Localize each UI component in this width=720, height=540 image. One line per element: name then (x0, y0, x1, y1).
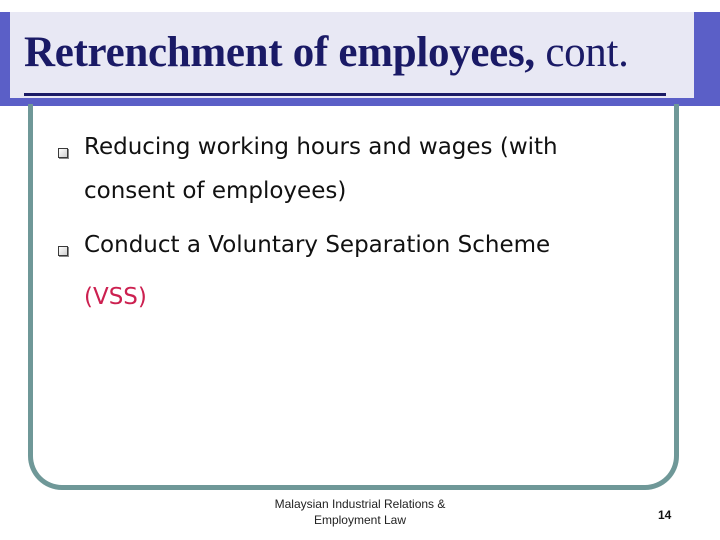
page-number: 14 (658, 508, 672, 522)
bullet-line-2-vss: (VSS) (84, 284, 147, 310)
slide-title (24, 28, 629, 77)
bullet-line-1: Conduct a Voluntary Separation Scheme (84, 232, 551, 258)
bullet-line-1: Reducing working hours and wages (with (84, 134, 558, 160)
slide-title-main: Retrenchment of employees, (24, 29, 535, 76)
footer-line-1: Malaysian Industrial Relations & (274, 497, 446, 511)
bullet-line-2: consent of employees) (84, 178, 347, 204)
square-bullet-icon (58, 148, 68, 158)
title-underline (24, 93, 666, 96)
footer-line-2: Employment Law (313, 513, 407, 527)
footer-source (255, 496, 465, 528)
square-bullet-icon (58, 246, 68, 256)
slide-title-suffix: cont. (545, 29, 629, 76)
